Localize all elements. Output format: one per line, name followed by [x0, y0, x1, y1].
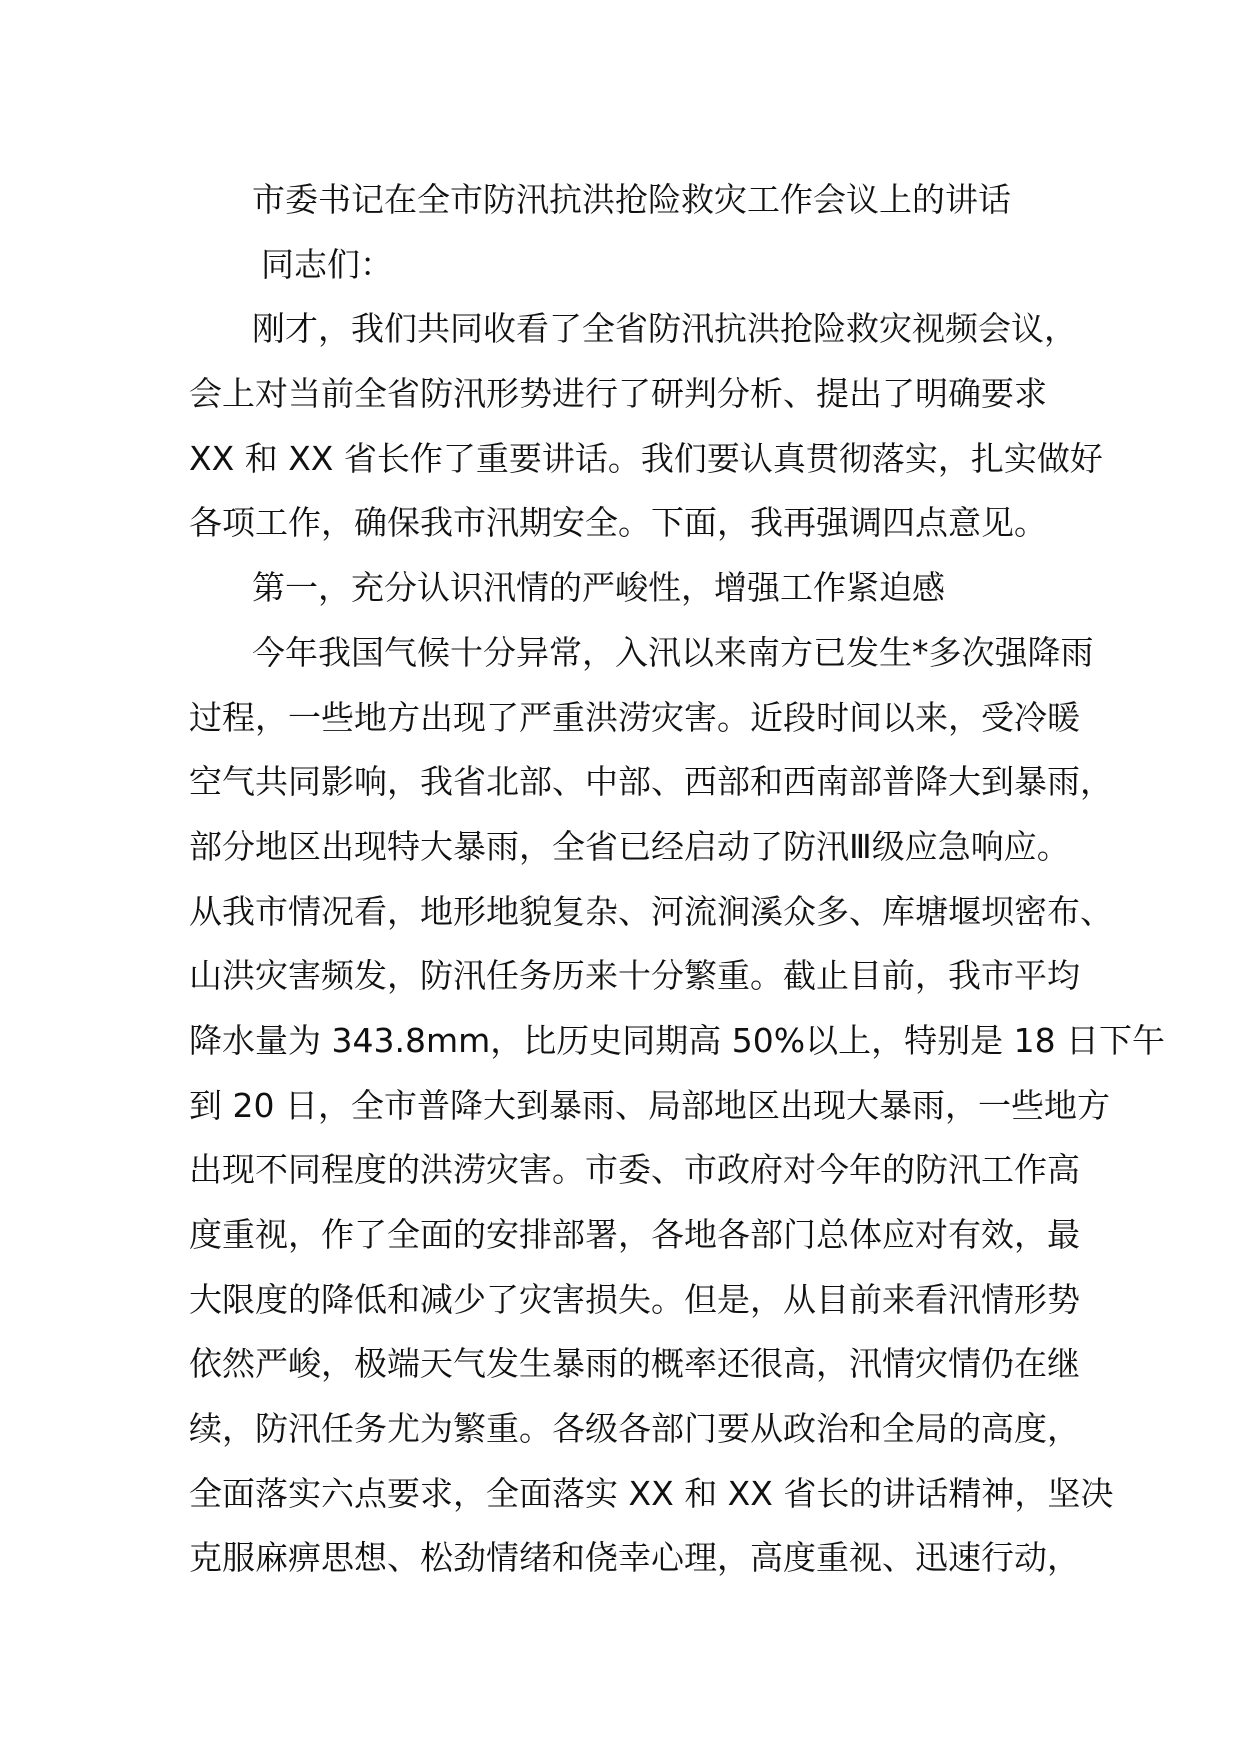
- paragraph-2-line-9: 出现不同程度的洪涝灾害。市委、市政府对今年的防汛工作高: [189, 1150, 1080, 1190]
- paragraph-2-line-14: 全面落实六点要求，全面落实 XX 和 XX 省长的讲话精神，坚决: [189, 1473, 1114, 1513]
- section-heading-1: 第一，充分认识汛情的严峻性，增强工作紧迫感: [252, 568, 945, 608]
- document-body: [189, 168, 1166, 1591]
- paragraph-1-line-2: 会上对当前全省防汛形势进行了研判分析、提出了明确要求: [189, 374, 1047, 414]
- paragraph-1-line-4: 各项工作，确保我市汛期安全。下面，我再强调四点意见。: [189, 503, 1047, 543]
- paragraph-2-line-13: 续，防汛任务尤为繁重。各级各部门要从政治和全局的高度，: [189, 1409, 1080, 1449]
- paragraph-2-line-2: 过程，一些地方出现了严重洪涝灾害。近段时间以来，受冷暖: [189, 697, 1080, 737]
- paragraph-1-line-3: XX 和 XX 省长作了重要讲话。我们要认真贯彻落实，扎实做好: [189, 438, 1103, 478]
- paragraph-2-line-4: 部分地区出现特大暴雨，全省已经启动了防汛Ⅲ级应急响应。: [189, 826, 1070, 866]
- paragraph-2-line-1: 今年我国气候十分异常，入汛以来南方已发生*多次强降雨: [252, 632, 1094, 672]
- paragraph-2-line-6: 山洪灾害频发，防汛任务历来十分繁重。截止目前，我市平均: [189, 956, 1080, 996]
- paragraph-2-line-15: 克服麻痹思想、松劲情绪和侥幸心理，高度重视、迅速行动，: [189, 1538, 1080, 1578]
- paragraph-2-line-10: 度重视，作了全面的安排部署，各地各部门总体应对有效，最: [189, 1215, 1080, 1254]
- paragraph-2-line-12: 依然严峻，极端天气发生暴雨的概率还很高，汛情灾情仍在继: [189, 1344, 1080, 1384]
- paragraph-2-line-11: 大限度的降低和减少了灾害损失。但是，从目前来看汛情形势: [189, 1279, 1080, 1319]
- salutation: 同志们：: [261, 244, 393, 284]
- paragraph-1-line-1: 刚才，我们共同收看了全省防汛抗洪抢险救灾视频会议，: [252, 309, 1077, 349]
- paragraph-2-line-5: 从我市情况看，地形地貌复杂、河流涧溪众多、库塘堰坝密布、: [189, 891, 1113, 931]
- paragraph-2-line-3: 空气共同影响，我省北部、中部、西部和西南部普降大到暴雨，: [189, 762, 1113, 802]
- paragraph-2-line-8: 到 20 日，全市普降大到暴雨、局部地区出现大暴雨，一些地方: [189, 1085, 1110, 1125]
- document-title: 市委书记在全市防汛抗洪抢险救灾工作会议上的讲话: [252, 180, 1011, 219]
- paragraph-2-line-7: 降水量为 343.8mm，比历史同期高 50%以上，特别是 18 日下午: [189, 1020, 1166, 1060]
